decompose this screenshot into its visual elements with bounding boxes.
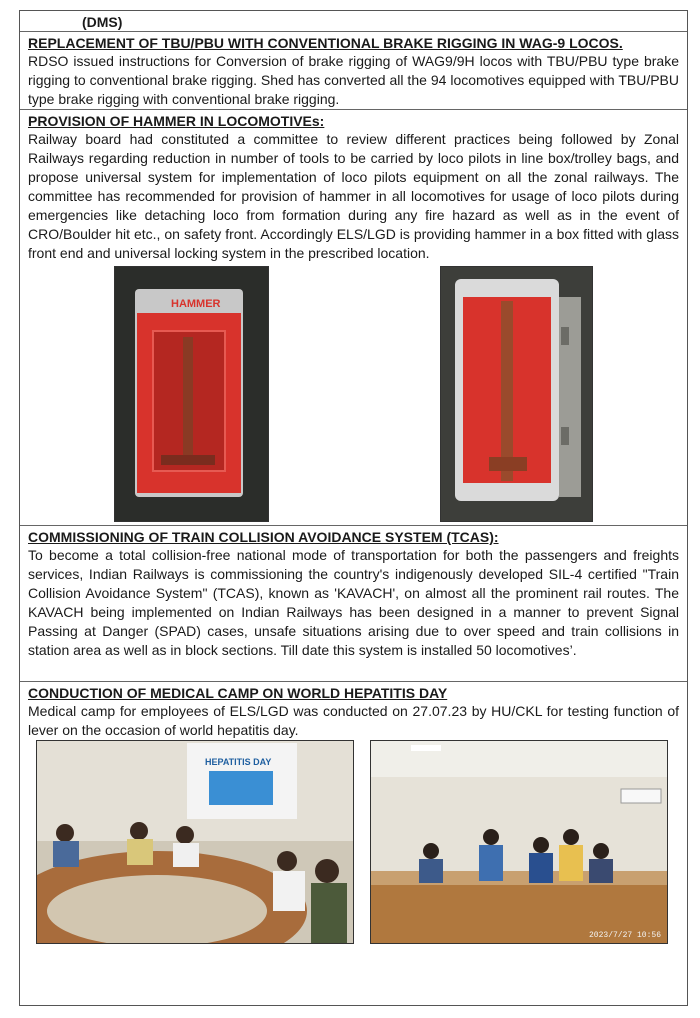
- hammer-box-open-image: [441, 267, 593, 522]
- hammer-box-photo-closed: [114, 266, 269, 522]
- hammer-box-photo-open: [440, 266, 593, 522]
- section-body: To become a total collision-free national mode of transportation for both the passengers and freights services, Indian Railways is commissioning the country's indigenously developed SIL-4 certified "Train Collision Avoidance System" (TCAS), known as 'KAVACH', on almost all the prominent rail routes. The KAVACH being implemented on Indian Railways has been designed in a manner to prevent Signal Passing at Danger (SPAD) cases, unsafe situations arising due to over speed and train collisions in station area as well as in block sections. Till date this system is installed 50 locomotives’.: [28, 547, 679, 658]
- section-body: RDSO issued instructions for Conversion of brake rigging of WAG9/9H locos with TBU/PBU type brake rigging to conventional brake rigging. Shed has converted all the 94 locomotives equipped with TBU/PBU type brake rigging with conventional brake rigging.: [28, 53, 679, 107]
- section-heading: COMMISSIONING OF TRAIN COLLISION AVOIDANCE SYSTEM (TCAS):: [28, 529, 499, 545]
- section-heading: REPLACEMENT OF TBU/PBU WITH CONVENTIONAL BRAKE RIGGING IN WAG-9 LOCOS.: [28, 35, 623, 51]
- section-brake-rigging: [20, 32, 687, 110]
- section-body: Medical camp for employees of ELS/LGD was conducted on 27.07.23 by HU/CKL for testing function of lever on the occasion of world hepatitis day.: [28, 703, 679, 738]
- medical-camp-photo-2: [370, 740, 668, 944]
- section-heading: PROVISION OF HAMMER IN LOCOMOTIVEs:: [28, 113, 325, 129]
- hammer-photos: [20, 264, 687, 526]
- document-title: (DMS): [20, 11, 687, 32]
- banner-text: HEPATITIS DAY: [205, 757, 272, 767]
- hammer-label-text: HAMMER: [171, 298, 221, 310]
- medical-camp-photo-1: [36, 740, 354, 944]
- hammer-box-closed-image: [115, 267, 269, 522]
- section-heading: CONDUCTION OF MEDICAL CAMP ON WORLD HEPATITIS DAY: [28, 685, 448, 701]
- section-tcas: [20, 526, 687, 682]
- section-body: Railway board had constituted a committee to review different practices being followed by Zonal Railways regarding reduction in number of tools to be carried by loco pilots in line box/trolley bags, and propose universal system for implementation of loco pilots equipment on all the zonal railways. The committee has recommended for provision of hammer in all locomotives for usage of loco pilots during emergencies like detaching loco from formation during any fire hazard as well as in the event of CRO/Boulder hit etc., on safety front. Accordingly ELS/LGD is providing hammer in a box fitted with glass front end and universal locking system in the prescribed location.: [28, 131, 679, 261]
- document-page: [19, 10, 688, 1006]
- section-hammer: [20, 110, 687, 264]
- photo-timestamp: 2023/7/27 10:56: [589, 931, 662, 940]
- medical-camp-photos: [20, 740, 687, 980]
- section-medical-camp: [20, 682, 687, 740]
- medical-camp-image-1: [37, 741, 354, 944]
- medical-camp-image-2: [371, 741, 668, 944]
